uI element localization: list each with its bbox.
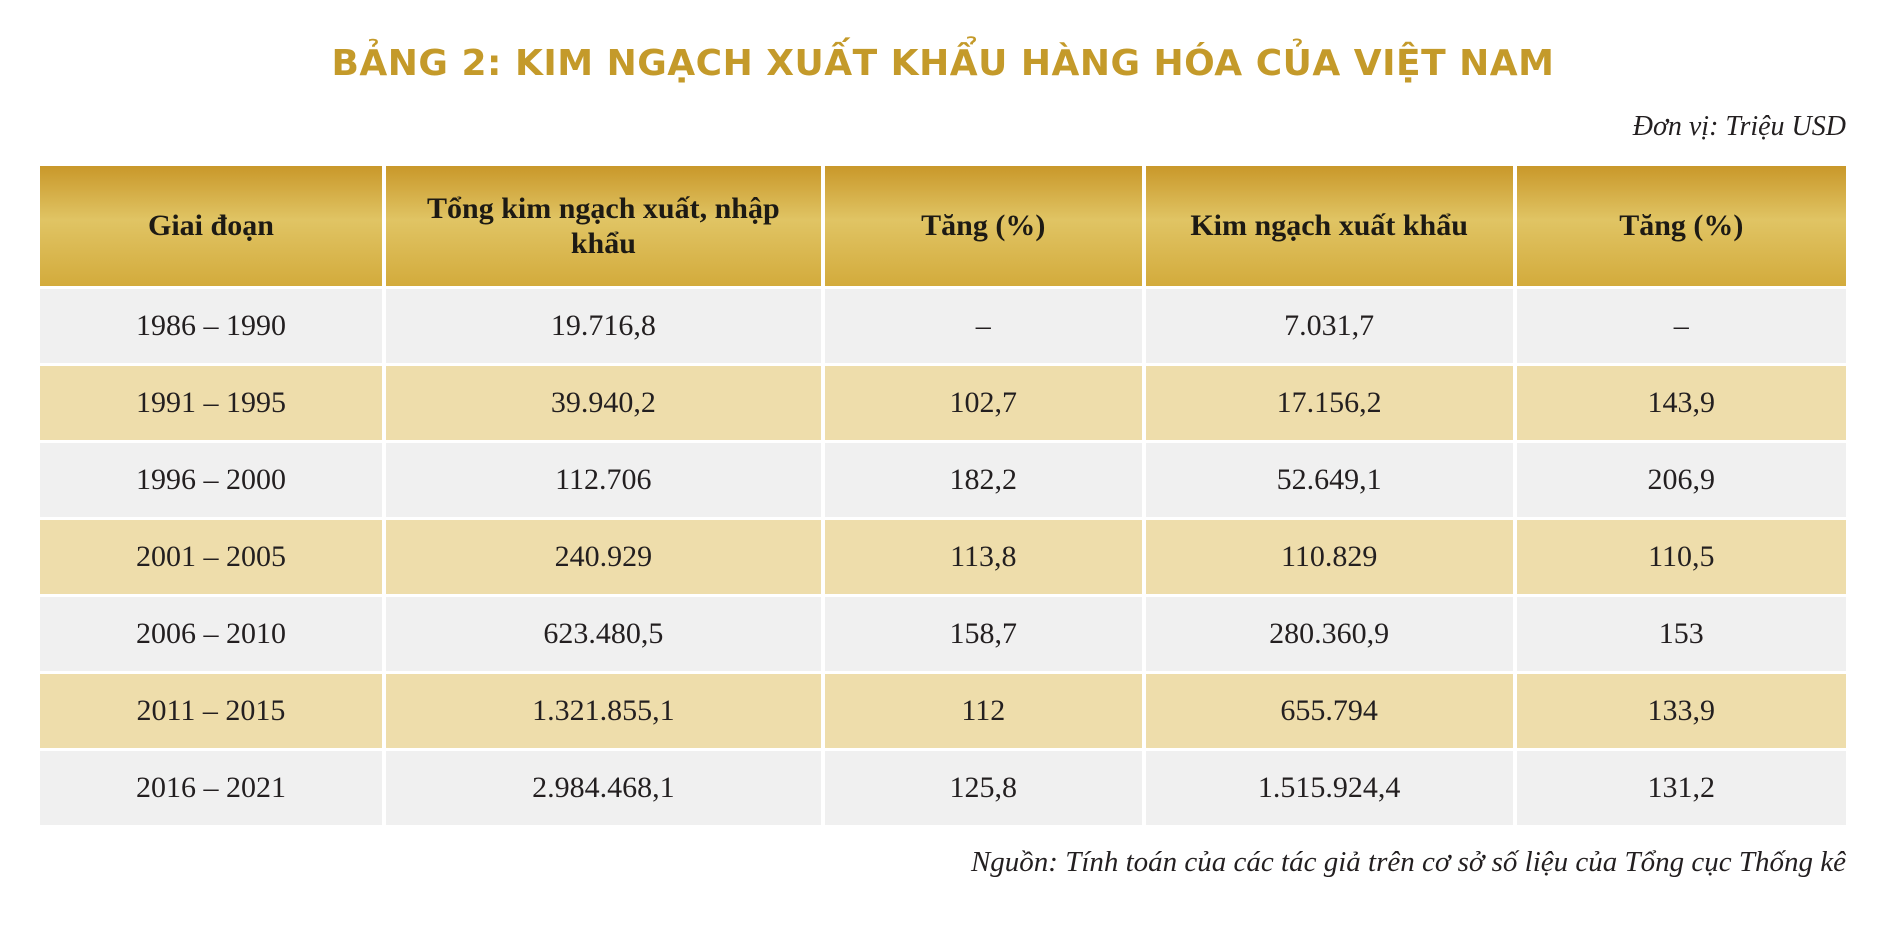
table-row bbox=[40, 520, 1846, 594]
column-header-export-turnover: Kim ngạch xuất khẩu bbox=[1146, 166, 1513, 286]
column-header-total-turnover: Tổng kim ngạch xuất, nhập khẩu bbox=[386, 166, 821, 286]
cell-growth-total: – bbox=[825, 289, 1142, 363]
cell-growth-export: 131,2 bbox=[1517, 751, 1846, 825]
column-header-growth-export: Tăng (%) bbox=[1517, 166, 1846, 286]
table-row bbox=[40, 597, 1846, 671]
table-row bbox=[40, 289, 1846, 363]
cell-export-turnover: 17.156,2 bbox=[1146, 366, 1513, 440]
cell-growth-export: – bbox=[1517, 289, 1846, 363]
table-figure bbox=[0, 42, 1886, 934]
cell-growth-export: 110,5 bbox=[1517, 520, 1846, 594]
column-header-growth-total: Tăng (%) bbox=[825, 166, 1142, 286]
cell-growth-export: 133,9 bbox=[1517, 674, 1846, 748]
cell-period: 2011 – 2015 bbox=[40, 674, 382, 748]
table-row bbox=[40, 751, 1846, 825]
cell-period: 2001 – 2005 bbox=[40, 520, 382, 594]
cell-growth-total: 112 bbox=[825, 674, 1142, 748]
cell-export-turnover: 280.360,9 bbox=[1146, 597, 1513, 671]
cell-export-turnover: 655.794 bbox=[1146, 674, 1513, 748]
cell-export-turnover: 110.829 bbox=[1146, 520, 1513, 594]
source-note: Nguồn: Tính toán của các tác giả trên cơ sở số liệu của Tổng cục Thống kê bbox=[970, 846, 1846, 879]
cell-growth-export: 153 bbox=[1517, 597, 1846, 671]
table-row bbox=[40, 366, 1846, 440]
cell-period: 2016 – 2021 bbox=[40, 751, 382, 825]
column-header-period: Giai đoạn bbox=[40, 166, 382, 286]
page-title: BẢNG 2: KIM NGẠCH XUẤT KHẨU HÀNG HÓA CỦA VIỆT NAM bbox=[331, 43, 1555, 84]
cell-total-turnover: 39.940,2 bbox=[386, 366, 821, 440]
unit-note: Đơn vị: Triệu USD bbox=[1632, 111, 1846, 143]
cell-period: 1991 – 1995 bbox=[40, 366, 382, 440]
cell-growth-total: 113,8 bbox=[825, 520, 1142, 594]
cell-growth-total: 182,2 bbox=[825, 443, 1142, 517]
table-row bbox=[40, 443, 1846, 517]
cell-total-turnover: 240.929 bbox=[386, 520, 821, 594]
table-row bbox=[40, 674, 1846, 748]
cell-growth-total: 158,7 bbox=[825, 597, 1142, 671]
cell-total-turnover: 623.480,5 bbox=[386, 597, 821, 671]
cell-growth-export: 143,9 bbox=[1517, 366, 1846, 440]
cell-export-turnover: 52.649,1 bbox=[1146, 443, 1513, 517]
cell-period: 1986 – 1990 bbox=[40, 289, 382, 363]
cell-growth-total: 102,7 bbox=[825, 366, 1142, 440]
cell-growth-export: 206,9 bbox=[1517, 443, 1846, 517]
cell-total-turnover: 19.716,8 bbox=[386, 289, 821, 363]
cell-growth-total: 125,8 bbox=[825, 751, 1142, 825]
table-header-row bbox=[40, 166, 1846, 286]
cell-total-turnover: 112.706 bbox=[386, 443, 821, 517]
cell-export-turnover: 7.031,7 bbox=[1146, 289, 1513, 363]
data-table bbox=[36, 163, 1850, 828]
cell-total-turnover: 2.984.468,1 bbox=[386, 751, 821, 825]
cell-period: 1996 – 2000 bbox=[40, 443, 382, 517]
cell-export-turnover: 1.515.924,4 bbox=[1146, 751, 1513, 825]
cell-total-turnover: 1.321.855,1 bbox=[386, 674, 821, 748]
cell-period: 2006 – 2010 bbox=[40, 597, 382, 671]
